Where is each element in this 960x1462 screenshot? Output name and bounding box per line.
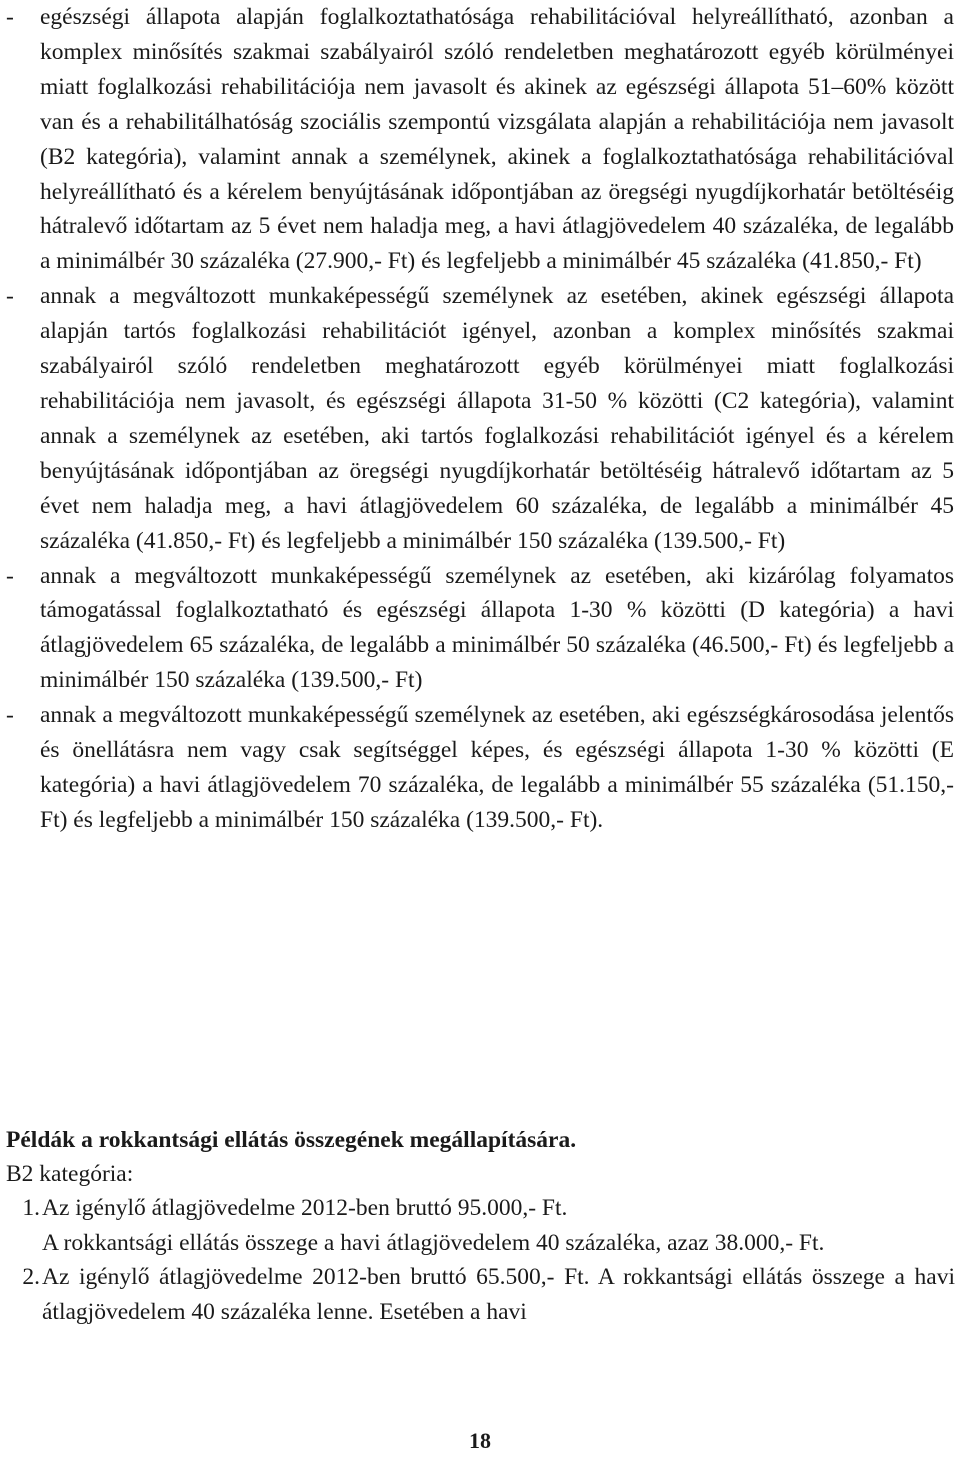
bullet-item-e <box>0 698 960 838</box>
examples-section <box>0 1123 960 1329</box>
example-line: Az igénylő átlagjövedelme 2012-ben bruttó 95.000,- Ft. <box>42 1195 568 1221</box>
bullet-text: egészségi állapota alapján foglalkoztathatósága rehabilitációval helyreállítható, azonban a komplex minősítés szakmai szabályairól szóló rendeletben meghatározott egyéb körülményei miatt foglalkozási rehabilitációja nem javasolt és akinek az egészségi állapota 51–60% között van és a rehabilitálhatóság szociális szempontú vizsgálata alapján a rehabilitációja nem javasolt (B2 kategória), valamint annak a személynek, akinek a foglalkoztathatósága rehabilitációval helyreállítható és a kérelem benyújtásának időpontjában az öregségi nyugdíjkorhatár betöltéséig hátralevő időtartam az 5 évet nem haladja meg, a havi átlagjövedelem 40 százaléka, de legalább a minimálbér 30 százaléka (27.900,- Ft) és legfeljebb a minimálbér 45 százaléka (41.850,- Ft) <box>40 4 954 275</box>
bullet-item-d <box>0 559 960 699</box>
example-body <box>42 1260 955 1329</box>
page-number: 18 <box>469 1428 491 1453</box>
example-body <box>42 1191 955 1260</box>
example-number: 1. <box>22 1195 40 1221</box>
bullet-dash: - <box>6 562 14 589</box>
category-subheading: B2 kategória: <box>6 1161 134 1187</box>
example-item-1 <box>0 1191 960 1260</box>
bullet-dash: - <box>6 4 14 30</box>
bullet-item-c2 <box>0 279 960 558</box>
bullet-dash: - <box>6 702 14 729</box>
bullet-text: annak a megváltozott munkaképességű személynek az esetében, aki kizárólag folyamatos támogatással foglalkoztatható és egészségi állapota 1-30 % közötti (D kategória) a havi átlagjövedelem 65 százaléka, de legalább a minimálbér 50 százaléka (46.500,- Ft) és legfeljebb a minimálbér 150 százaléka (139.500,- Ft) <box>40 562 954 694</box>
bullet-text: annak a megváltozott munkaképességű személynek az esetében, aki egészségkárosodása jelentős és önellátásra nem vagy csak segítséggel képes, és egészségi állapota 1-30 % közötti (E kategória) a havi átlagjövedelem 70 százaléka, de legalább a minimálbér 55 százaléka (51.150,- Ft) és legfeljebb a minimálbér 150 százaléka (139.500,- Ft). <box>40 702 954 833</box>
bullet-text: annak a megváltozott munkaképességű személynek az esetében, akinek egészségi állapota alapján tartós foglalkozási rehabilitációt igényel, azonban a komplex minősítés szakmai szabályairól szóló rendeletben meghatározott egyéb körülményei miatt foglalkozási rehabilitációja nem javasolt, és egészségi állapota 31-50 % közötti (C2 kategória), valamint annak a személynek az esetében, aki tartós foglalkozási rehabilitációt igényel és a kérelem benyújtásának időpontjában az öregségi nyugdíjkorhatár betöltéséig hátralevő időtartam az 5 évet nem haladja meg, a havi átlagjövedelem 60 százaléka, de legalább a minimálbér 45 százaléka (41.850,- Ft) és legfeljebb a minimálbér 150 százaléka (139.500,- Ft) <box>40 283 954 554</box>
example-line: Az igénylő átlagjövedelme 2012-ben bruttó 65.500,- Ft. A rokkantsági ellátás összege a havi átlagjövedelem 40 százaléka lenne. Esetében a havi <box>42 1264 955 1325</box>
example-line: A rokkantsági ellátás összege a havi átlagjövedelem 40 százaléka, azaz 38.000,- Ft. <box>42 1229 825 1256</box>
examples-heading: Példák a rokkantsági ellátás összegének megállapítására. <box>6 1127 577 1153</box>
bullet-item-b2 <box>0 0 960 279</box>
example-number: 2. <box>22 1264 40 1291</box>
example-item-2 <box>0 1260 960 1329</box>
bullet-dash: - <box>6 283 14 310</box>
